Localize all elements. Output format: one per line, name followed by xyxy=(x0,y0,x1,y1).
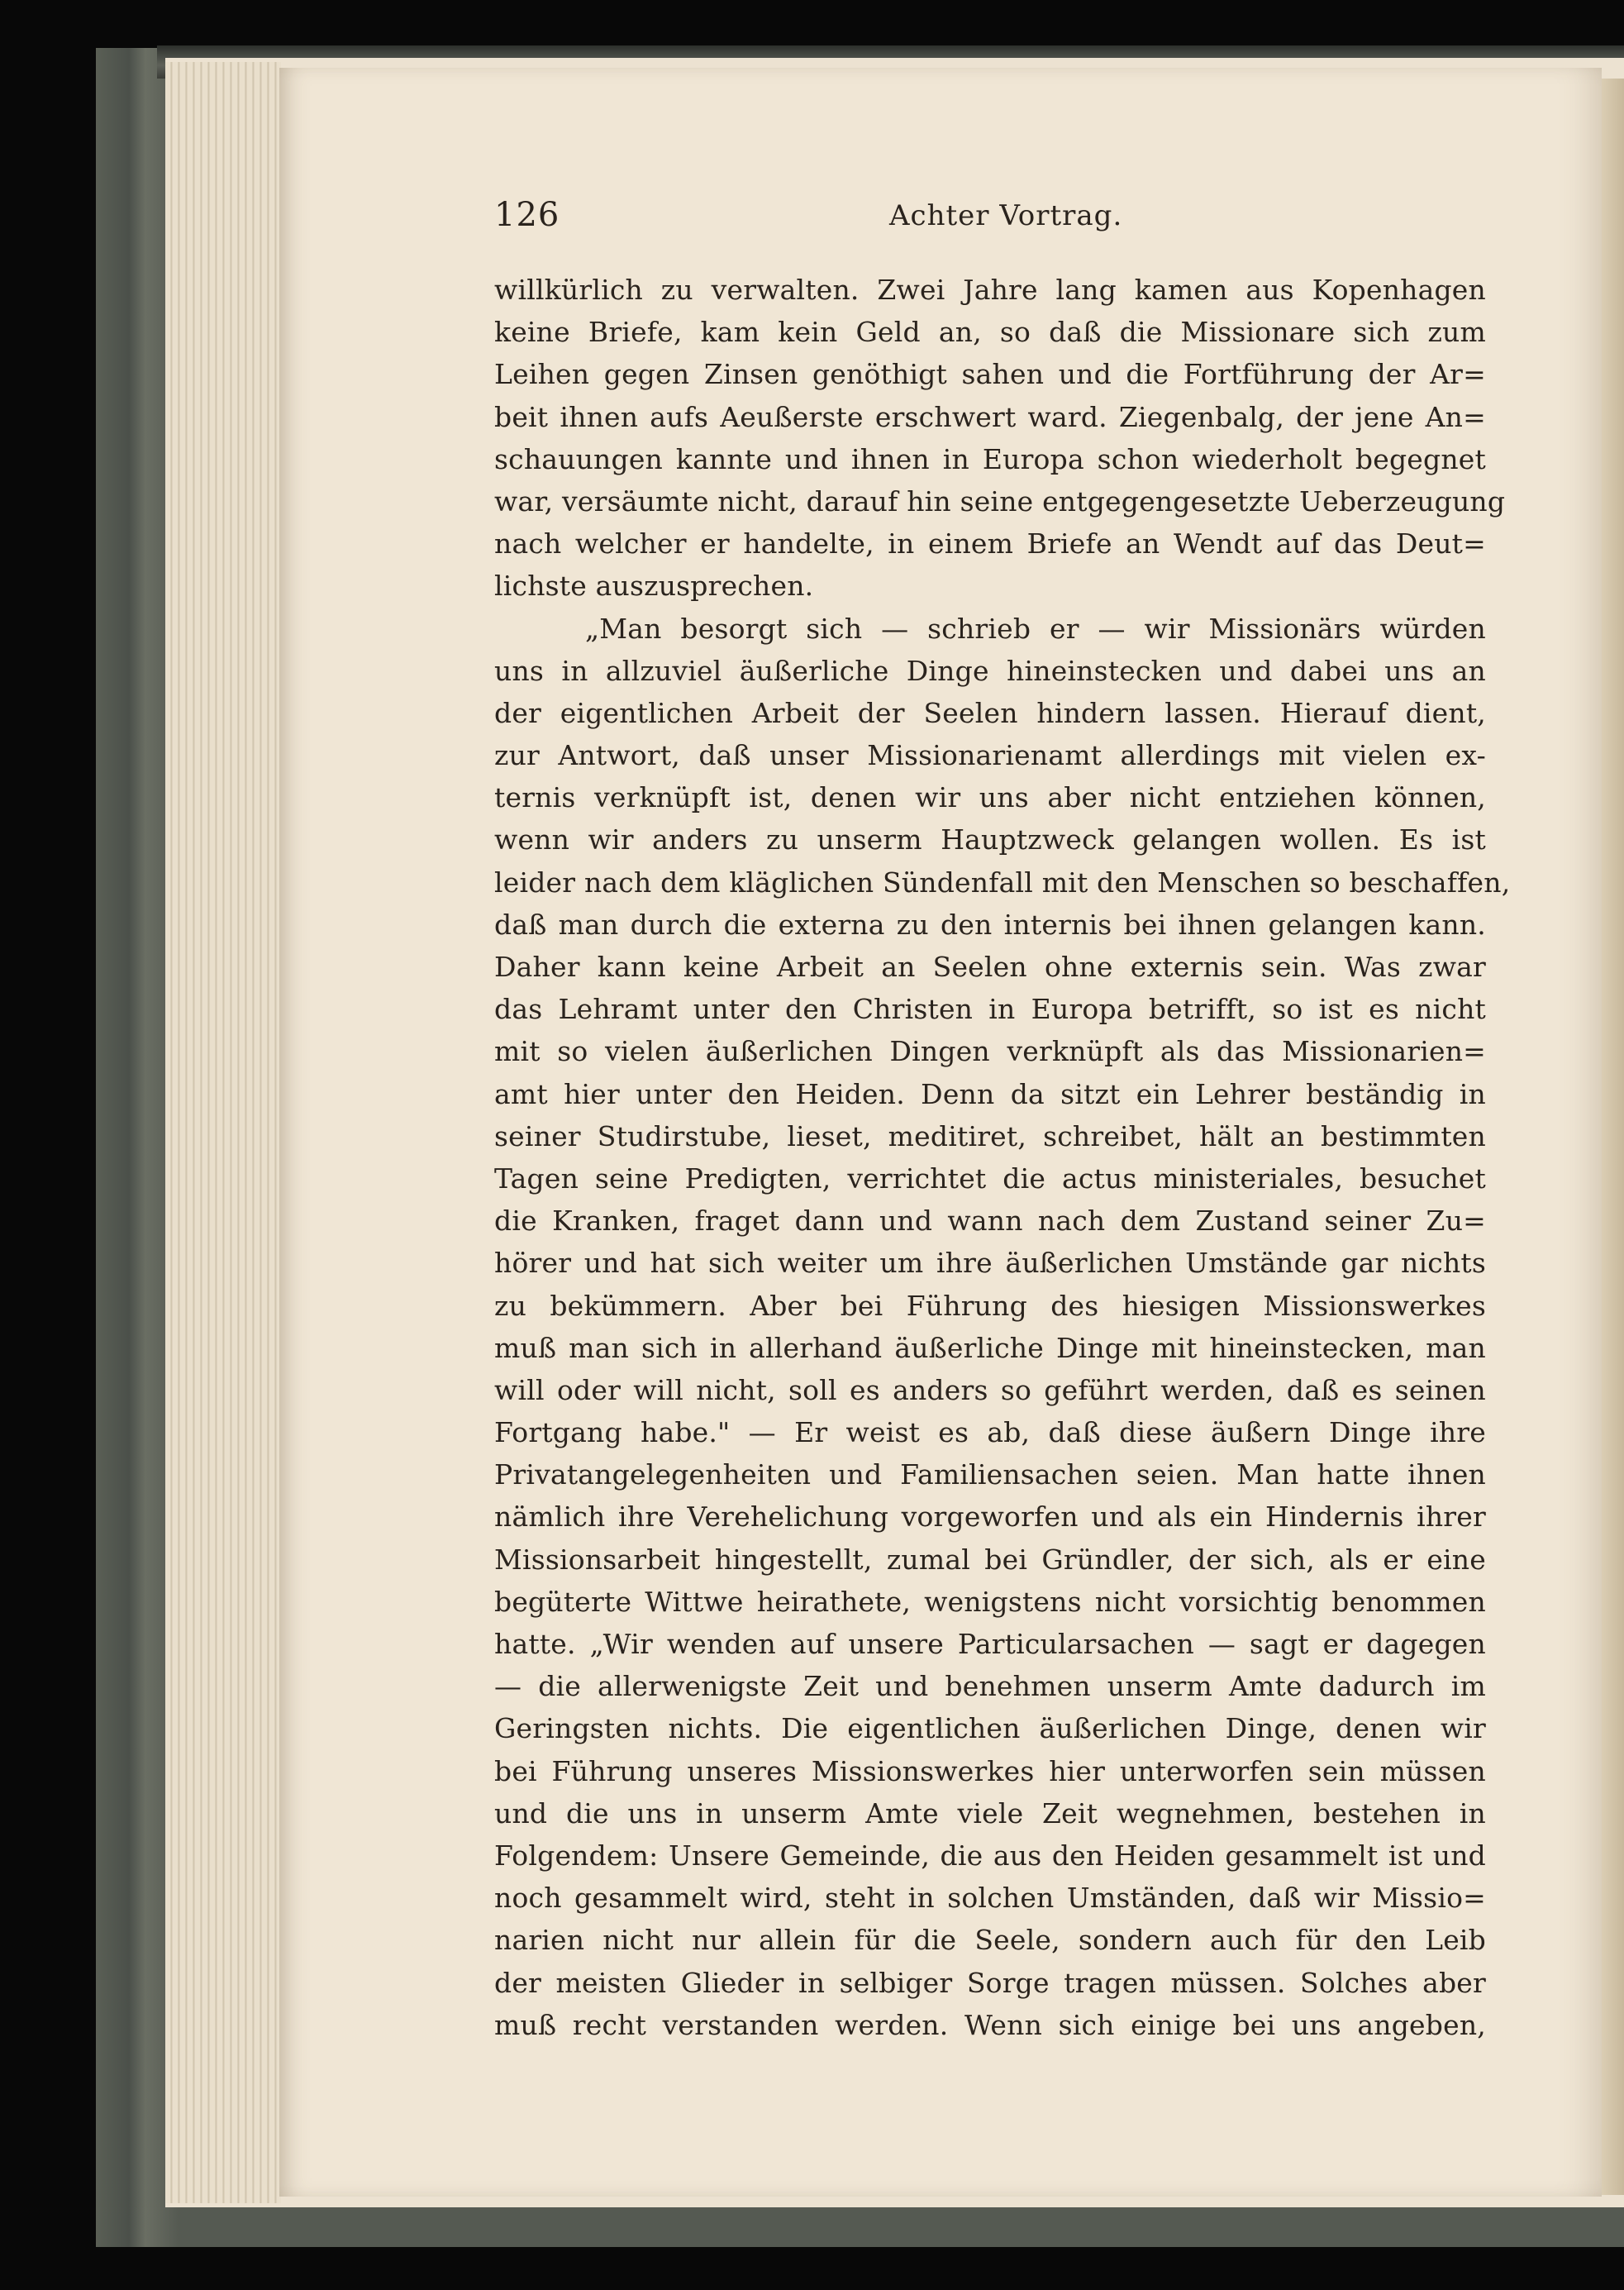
text-line: muß recht verstanden werden. Wenn sich einige bei uns angeben, xyxy=(494,2008,1486,2041)
text-line: der eigentlichen Arbeit der Seelen hindern lassen. Hierauf dient, xyxy=(494,696,1486,729)
text-line: wenn wir anders zu unserm Hauptzweck gelangen wollen. Es ist xyxy=(494,823,1486,856)
text-line: Tagen seine Predigten, verrichtet die actus ministeriales, besuchet xyxy=(494,1162,1486,1195)
text-line: leider nach dem kläglichen Sündenfall mit den Menschen so beschaffen, xyxy=(494,866,1511,899)
text-line: ternis verknüpft ist, denen wir uns aber nicht entziehen können, xyxy=(494,781,1486,814)
text-line: Privatangelegenheiten und Familiensachen seien. Man hatte ihnen xyxy=(494,1458,1486,1491)
text-line: muß man sich in allerhand äußerliche Dinge mit hineinstecken, man xyxy=(494,1331,1486,1364)
text-line: Geringsten nichts. Die eigentlichen äußerlichen Dinge, denen wir xyxy=(494,1712,1486,1745)
text-line: keine Briefe, kam kein Geld an, so daß die Missionare sich zum xyxy=(494,316,1486,349)
text-line: willkürlich zu verwalten. Zwei Jahre lang kamen aus Kopenhagen xyxy=(494,274,1486,306)
text-line: bei Führung unseres Missionswerkes hier unterworfen sein müssen xyxy=(494,1754,1486,1787)
text-line: uns in allzuviel äußerliche Dinge hineinstecken und dabei uns an xyxy=(494,654,1486,687)
text-line: daß man durch die externa zu den internis bei ihnen gelangen kann. xyxy=(494,908,1486,941)
text-line: Folgendem: Unsere Gemeinde, die aus den Heiden gesammelt ist und xyxy=(494,1839,1486,1872)
page-stack-edges xyxy=(165,62,281,2203)
text-line: hatte. „Wir wenden auf unsere Particularsachen — sagt er dagegen xyxy=(494,1628,1486,1660)
text-line: narien nicht nur allein für die Seele, sondern auch für den Leib xyxy=(494,1924,1486,1957)
text-line: — die allerwenigste Zeit und benehmen unserm Amte dadurch im xyxy=(494,1670,1486,1703)
page-header xyxy=(494,196,1486,246)
text-line: Fortgang habe." — Er weist es ab, daß diese äußern Dinge ihre xyxy=(494,1416,1486,1449)
text-line: nämlich ihre Verehelichung vorgeworfen und als ein Hindernis ihrer xyxy=(494,1500,1486,1534)
text-line: war, versäumte nicht, darauf hin seine entgegengesetzte Ueberzeugung xyxy=(494,484,1506,518)
text-line: will oder will nicht, soll es anders so geführt werden, daß es seinen xyxy=(494,1373,1486,1406)
text-line: Leihen gegen Zinsen genöthigt sahen und die Fortführung der Ar= xyxy=(494,358,1486,391)
text-line: und die uns in unserm Amte viele Zeit wegnehmen, bestehen in xyxy=(494,1796,1486,1830)
text-line: amt hier unter den Heiden. Denn da sitzt ein Lehrer beständig in xyxy=(494,1077,1486,1110)
text-line: schauungen kannte und ihnen in Europa schon wiederholt begegnet xyxy=(494,442,1486,475)
text-line: „Man besorgt sich — schrieb er — wir Missionärs würden xyxy=(585,612,1486,645)
text-line: noch gesammelt wird, steht in solchen Umständen, daß wir Missio= xyxy=(494,1882,1486,1915)
text-line: zur Antwort, daß unser Missionarienamt allerdings mit vielen ex- xyxy=(494,739,1486,772)
text-line: die Kranken, fraget dann und wann nach dem Zustand seiner Zu= xyxy=(494,1205,1486,1238)
page-number: 126 xyxy=(494,196,560,234)
body-text xyxy=(494,269,1511,2046)
text-line: zu bekümmern. Aber bei Führung des hiesigen Missionswerkes xyxy=(494,1289,1486,1322)
text-line: hörer und hat sich weiter um ihre äußerlichen Umstände gar nichts xyxy=(494,1247,1486,1280)
text-line: seiner Studirstube, lieset, meditiret, schreibet, hält an bestimmten xyxy=(494,1119,1486,1152)
text-line: der meisten Glieder in selbiger Sorge tragen müssen. Solches aber xyxy=(494,1966,1486,1999)
text-line: mit so vielen äußerlichen Dingen verknüpft als das Missionarien= xyxy=(494,1035,1486,1068)
text-line: beit ihnen aufs Aeußerste erschwert ward. Ziegenbalg, der jene An= xyxy=(494,400,1486,433)
text-line: das Lehramt unter den Christen in Europa betrifft, so ist es nicht xyxy=(494,993,1486,1026)
text-line: Missionsarbeit hingestellt, zumal bei Gründler, der sich, als er eine xyxy=(494,1543,1486,1576)
text-line: lichste auszusprechen. xyxy=(494,570,814,603)
text-line: begüterte Wittwe heirathete, wenigstens nicht vorsichtig benommen xyxy=(494,1585,1486,1618)
text-line: nach welcher er handelte, in einem Briefe an Wendt auf das Deut= xyxy=(494,527,1486,561)
text-line: Daher kann keine Arbeit an Seelen ohne externis sein. Was zwar xyxy=(494,951,1486,983)
running-head: Achter Vortrag. xyxy=(889,199,1123,232)
